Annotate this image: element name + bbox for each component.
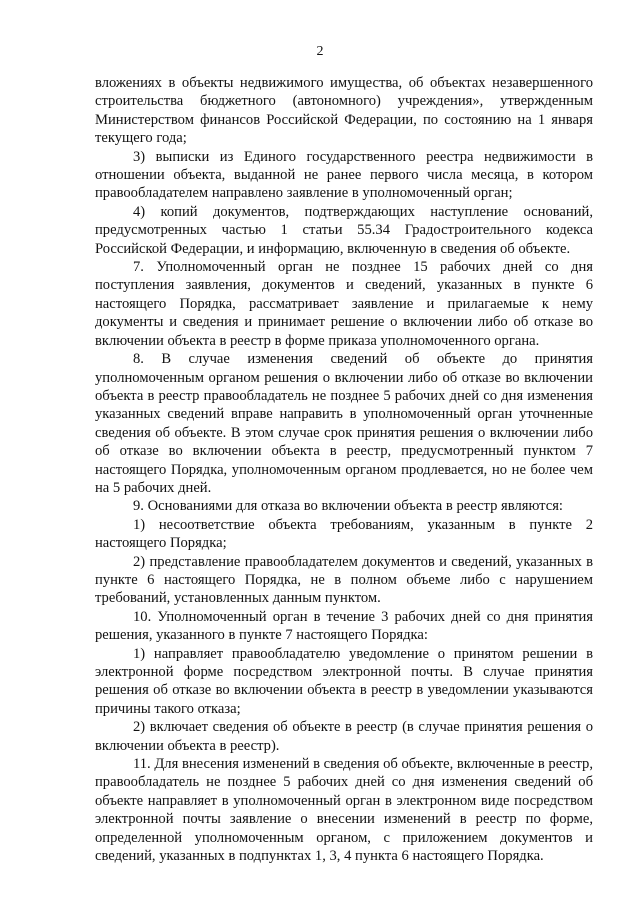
document-body <box>95 74 593 865</box>
paragraph-clause-9-item-2: 2) представление правообладателем документов и сведений, указанных в пункте 6 настоящего Порядка, не в полном объеме либо с нарушением требований, установленных данным пунктом. <box>95 553 593 607</box>
paragraph-clause-9: 9. Основаниями для отказа во включении объекта в реестр являются: <box>133 498 563 515</box>
paragraph-item-3: 3) выписки из Единого государственного реестра недвижимости в отношении объекта, выданной не ранее первого числа месяца, в котором правообладателем направлено заявление в уполномоченный орган; <box>95 148 593 202</box>
paragraph-clause-8: 8. В случае изменения сведений об объекте до принятия уполномоченным органом решения о включении либо об отказе во включении объекта в реестр правообладатель не позднее 5 рабочих дней со дня изменения указанных сведений вправе направить в уполномоченный орган уточненные сведения об объекте. В этом случае срок принятия решения о включении либо об отказе во включении объекта в реестр, предусмотренный пунктом 7 настоящего Порядка, уполномоченным органом продлевается, но не более чем на 5 рабочих дней. <box>95 351 593 496</box>
paragraph-clause-7: 7. Уполномоченный орган не позднее 15 рабочих дней со дня поступления заявления, документов и сведений, указанных в пункте 6 настоящего Порядка, рассматривает заявление и прилагаемые к нему документы и сведения и принимает решение о включении либо об отказе во включении объекта в реестр в форме приказа уполномоченного органа. <box>95 259 593 349</box>
paragraph-clause-10: 10. Уполномоченный орган в течение 3 рабочих дней со дня принятия решения, указанного в пункте 7 настоящего Порядка: <box>95 608 593 644</box>
paragraph-clause-10-item-2: 2) включает сведения об объекте в реестр (в случае принятия решения о включении объекта в реестр). <box>95 719 593 754</box>
page-number: 2 <box>316 44 324 59</box>
paragraph-clause-10-item-1: 1) направляет правообладателю уведомление о принятом решении в электронной форме посредством электронной почты. В случае принятия решения об отказе во включении объекта в реестр в уведомлении указываются причины такого отказа; <box>95 645 593 717</box>
paragraph-item-4: 4) копий документов, подтверждающих наступление оснований, предусмотренных частью 1 статьи 55.34 Градостроительного кодекса Российской Федерации, и информацию, включенную в сведения об объекте. <box>95 203 593 257</box>
paragraph-continuation: вложениях в объекты недвижимого имущества, об объектах незавершенного строительства бюджетного (автономного) учреждения», утвержденным Министерством финансов Российской Федерации, по состоянию на 1 января текущего года; <box>95 75 593 147</box>
paragraph-clause-11: 11. Для внесения изменений в сведения об объекте, включенные в реестр, правообладатель не позднее 5 рабочих дней со дня изменения сведений об объекте направляет в уполномоченный орган в электронном виде посредством электронной почты заявление о внесении изменений в реестр по форме, определенной уполномоченным органом, с приложением документов и сведений, указанных в подпунктах 1, 3, 4 пункта 6 настоящего Порядка. <box>95 756 593 865</box>
paragraph-clause-9-item-1: 1) несоответствие объекта требованиям, указанным в пункте 2 настоящего Порядка; <box>95 516 593 552</box>
